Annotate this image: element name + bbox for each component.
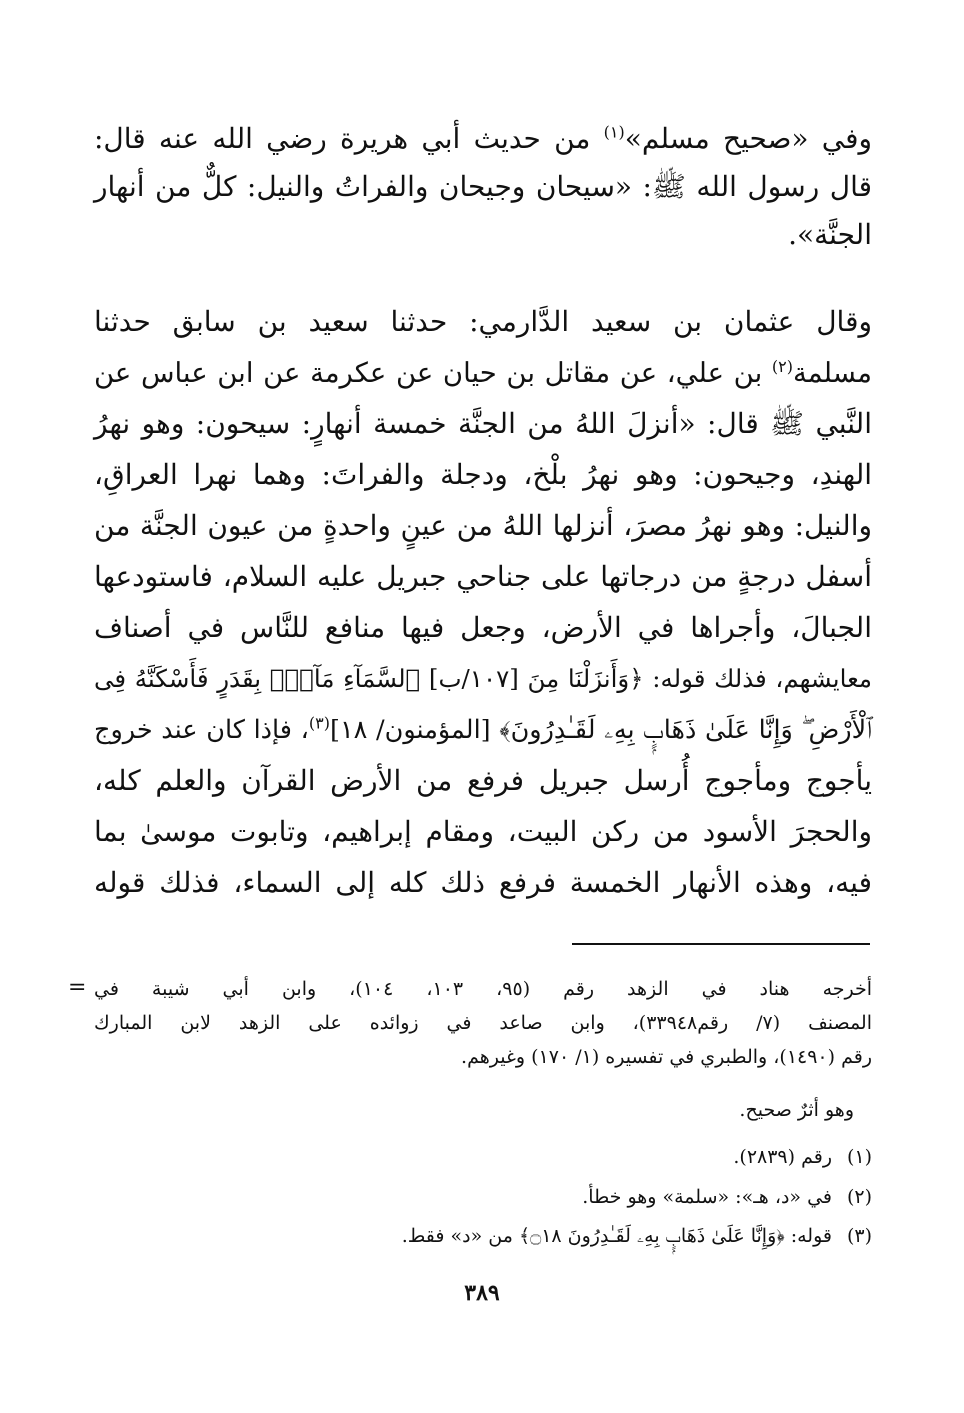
- text-segment: أسفل درجةٍ من درجاتها على جناحي جبريل عليه السلام، فاستودعها: [94, 560, 872, 593]
- page-number: ٣٨٩: [464, 1280, 500, 1306]
- text-segment: الجبالَ، وأجراها في الأرض، وجعل فيها منافع للنَّاس في أصناف: [94, 611, 872, 644]
- text-line: [94, 162, 872, 212]
- footnote-text: قوله: ﴿وَإِنَّا عَلَىٰ ذَهَابٍۭ بِهِۦ لَقَـٰدِرُونَ ۝١٨﴾ من «د» فقط.: [401, 1225, 832, 1247]
- text-line: [94, 603, 872, 653]
- text-segment: قال رسول الله ﷺ: «سيحان وجيحان والفراتُ والنيل: كلٌّ من أنهار: [94, 170, 872, 203]
- text-line: [94, 297, 872, 347]
- text-segment: وقال عثمان بن سعيد الدَّارمي: حدثنا سعيد بن سابق حدثنا: [94, 305, 872, 338]
- footnote-3: [94, 1219, 872, 1253]
- text-segment: والنيل: وهو نهرُ مصرَ، أنزلها اللهُ من عينٍ واحدةٍ من عيون الجنَّة من: [94, 509, 872, 542]
- text-segment: فيه، وهذه الأنهار الخمسة فرفع ذلك كله إلى السماء، فذلك قوله: [94, 866, 872, 899]
- footnote-line: وهو أثرٌ صحيح.: [739, 1099, 854, 1121]
- text-segment: ، فإذا كان عند خروج: [94, 715, 309, 745]
- footnote-ref: (٣): [308, 713, 330, 733]
- footnote-line: أخرجه هناد في الزهد رقم (٩٥، ١٠٣، ١٠٤)، وابن أبي شيبة في: [94, 978, 873, 1000]
- footnote-text: في «د، هـ»: «سلمة» وهو خطأ.: [582, 1186, 832, 1208]
- footnote-ref: (١): [603, 122, 625, 142]
- text-segment: وفي «صحيح مسلم»: [624, 122, 873, 155]
- text-line: [94, 210, 872, 260]
- continuation-mark: =: [68, 975, 87, 1000]
- footnote-number: (٢): [846, 1186, 872, 1208]
- footnote-line: المصنف (٧/ رقم٣٣٩٤٨)، وابن صاعد في زوائده على الزهد لابن المبارك: [94, 1012, 872, 1034]
- footnote-number: (١): [846, 1146, 872, 1168]
- text-segment: الهندِ، وجيحون: وهو نهرُ بلْخ، ودجلة والفراتَ: وهما نهرا العراقِ،: [94, 458, 872, 491]
- text-line: [94, 654, 872, 704]
- footnote-separator: [572, 943, 870, 945]
- text-line: [94, 348, 872, 398]
- footnote-ref: (٢): [771, 356, 793, 376]
- text-segment: ٱلْأَرْضِ ۖ وَإِنَّا عَلَىٰ ذَهَابٍۭ بِهِۦ لَقَـٰدِرُونَ﴾ [المؤمنون/ ١٨]: [330, 715, 873, 745]
- footnote-number: (٣): [846, 1225, 872, 1247]
- text-segment: يأجوج ومأجوج أُرسل جبريل فرفع من الأرض القرآن والعلم كله،: [94, 764, 872, 797]
- footnote-2: [94, 1180, 872, 1214]
- text-line: [94, 807, 872, 857]
- text-segment: معايشهم، فذلك قوله: ﴿وَأَنزَلْنَا مِنَ [١٠٧/ب] ٱلسَّمَآءِ مَآءًۢ بِقَدَرٍ فَأَسْكَنَّهُ فِى: [94, 664, 873, 693]
- text-line: [94, 399, 872, 449]
- footnote-text: رقم (٢٨٣٩).: [733, 1146, 832, 1168]
- text-line: [94, 552, 872, 602]
- footnote-line: رقم (١٤٩٠)، والطبري في تفسيره (١/ ١٧٠) وغيرهم.: [461, 1046, 872, 1068]
- text-segment: بن علي، عن مقاتل بن حيان عن عكرمة عن ابن عباس عن: [94, 357, 772, 389]
- text-segment: والحجرَ الأسود من ركن البيت، ومقام إبراهيم، وتابوت موسىٰ بما: [94, 815, 872, 848]
- text-line: [94, 501, 872, 551]
- text-line: [94, 114, 872, 164]
- footnote-1: [94, 1140, 872, 1174]
- text-segment: من حديث أبي هريرة رضي الله عنه قال:: [94, 122, 604, 155]
- text-segment: النَّبي ﷺ قال: «أنزلَ اللهُ من الجنَّة خمسة أنهارٍ: سيحون: وهو نهرُ: [94, 407, 872, 440]
- text-segment: الجنَّة».: [788, 218, 872, 251]
- text-segment: مسلمة: [792, 357, 872, 389]
- text-line: [94, 756, 872, 806]
- text-line: [94, 705, 872, 755]
- text-line: [94, 450, 872, 500]
- text-line: [94, 858, 872, 908]
